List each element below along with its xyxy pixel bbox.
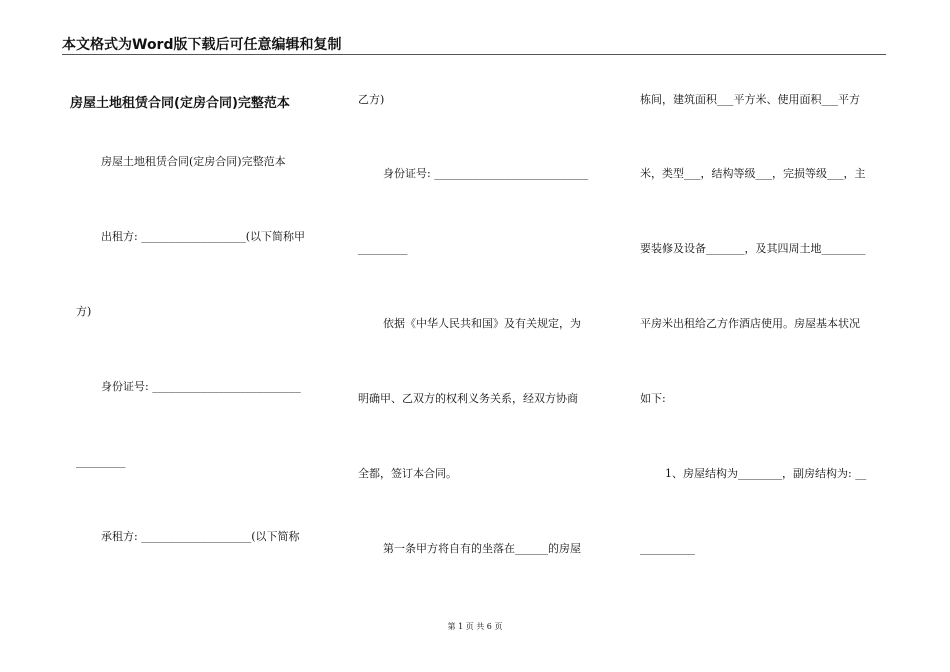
text-line: 米，类型___，结构等级___，完损等级___，主 [640,167,866,180]
text-line: 依据《中华人民共和国》及有关规定，为 [383,317,581,330]
text-line: 第一条甲方将自有的坐落在______的房屋 [383,542,581,555]
text-line: 出租方: ___________________(以下简称甲 [101,230,305,243]
document-header [62,34,886,55]
text-line: 1、房屋结构为________，副房结构为: __ [665,467,867,480]
text-line: 承租方: ____________________(以下简称 [101,530,300,543]
text-line: 平房米出租给乙方作酒店使用。房屋基本状况 [640,317,860,330]
text-line: __________ [640,542,695,555]
text-line: 明确甲、乙双方的权利义务关系，经双方协商 [358,392,578,405]
text-line: 身份证号: ____________________________ [383,167,589,180]
header-text: 本文格式为Word版下载后可任意编辑和复制 [62,37,342,53]
text-line: _________ [358,242,408,255]
text-line: 乙方) [358,93,385,106]
text-line: 身份证号: ___________________________ [101,380,301,393]
text-line: _________ [76,455,126,468]
text-line: 要装修及设备_______，及其四周土地________ [640,242,866,255]
text-line: 方) [76,305,92,318]
text-line: 房屋土地租赁合同(定房合同)完整范本 [101,155,286,168]
text-line: 全都，签订本合同。 [358,467,457,480]
document-title: 房屋土地租赁合同(定房合同)完整范本 [70,96,290,111]
text-line: 栋间，建筑面积___平方米、使用面积___平方 [640,93,860,106]
text-line: 如下: [640,392,666,405]
page-number: 第 1 页 共 6 页 [447,622,503,631]
